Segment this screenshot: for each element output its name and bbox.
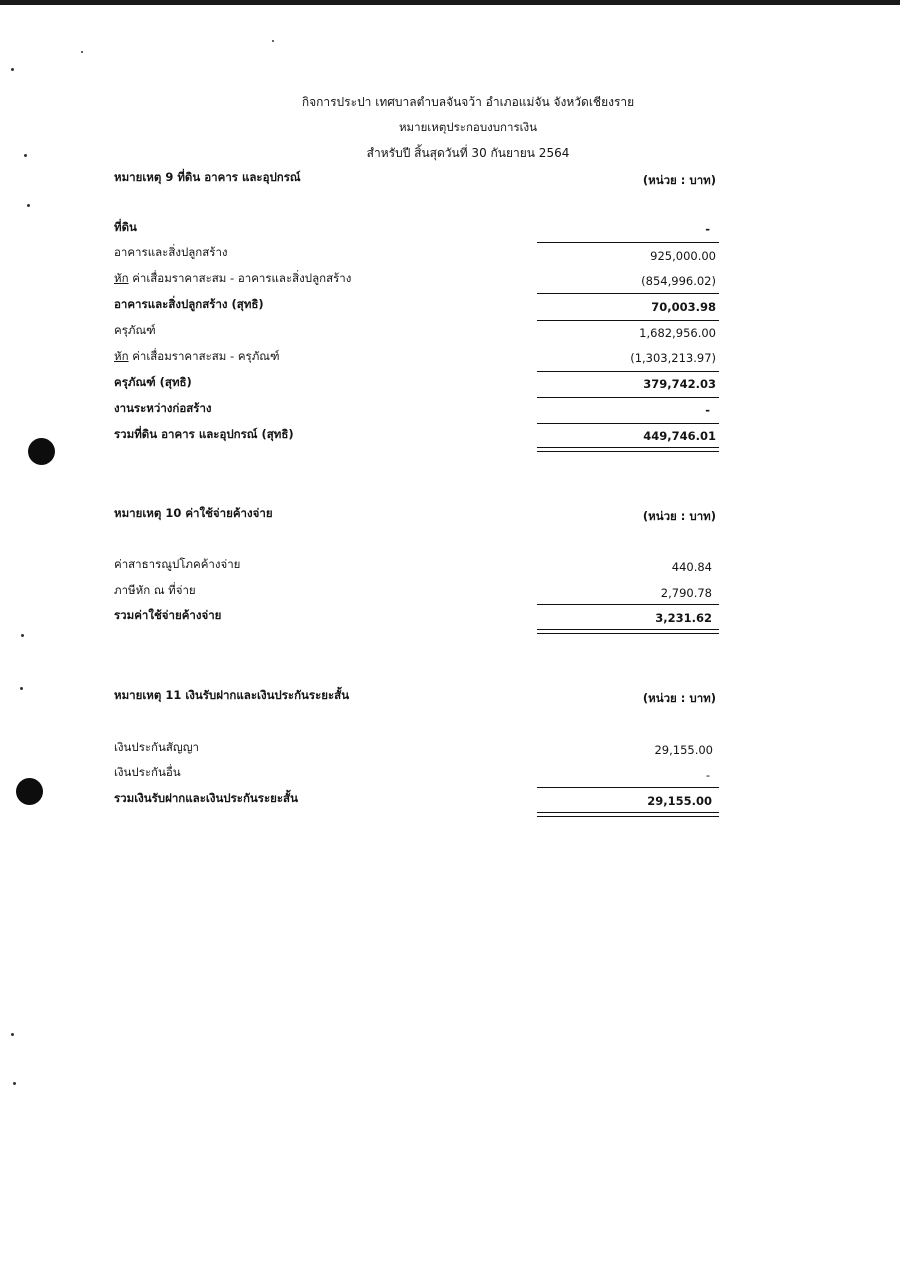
- organization-line: กิจการประปา เทศบาลตำบลจันจว้า อำเภอแม่จัน จังหวัดเชียงราย: [301, 95, 635, 109]
- punch-hole-upper: [28, 438, 55, 465]
- note9-rule: [537, 371, 719, 372]
- scan-speck: [11, 1033, 14, 1036]
- note9-rule: [537, 320, 719, 321]
- note10-total-value: 3,231.62: [655, 611, 712, 625]
- note9-rule: [537, 242, 719, 243]
- note10-wht-label: ภาษีหัก ณ ที่จ่าย: [114, 583, 196, 597]
- note11-title: หมายเหตุ 11 เงินรับฝากและเงินประกันระยะสั้น: [114, 688, 350, 702]
- note10-title: หมายเหตุ 10 ค่าใช้จ่ายค้างจ่าย: [114, 506, 273, 520]
- note9-equipment-label: ครุภัณฑ์: [114, 323, 156, 337]
- scan-speck: [27, 204, 30, 207]
- note9-rule: [537, 397, 719, 398]
- note9-rule: [537, 423, 719, 424]
- scan-speck: [13, 1082, 16, 1085]
- note10-unit: (หน่วย : บาท): [642, 509, 716, 523]
- punch-hole-lower: [16, 778, 43, 805]
- note10-utilities-value: 440.84: [671, 560, 712, 574]
- less-prefix: หัก: [114, 271, 129, 285]
- note9-buildings-net-value: 70,003.98: [651, 300, 716, 314]
- note9-land-value: -: [705, 222, 710, 236]
- note10-total-label: รวมค่าใช้จ่ายค้างจ่าย: [114, 608, 222, 622]
- note9-buildings-net-label: อาคารและสิ่งปลูกสร้าง (สุทธิ): [114, 297, 264, 311]
- scan-speck: [81, 51, 83, 53]
- note9-buildings-dep-label: หัก ค่าเสื่อมราคาสะสม - อาคารและสิ่งปลูกสร้าง: [114, 271, 352, 285]
- note9-wip-value: -: [705, 403, 710, 417]
- less-prefix: หัก: [114, 349, 129, 363]
- note9-equipment-dep-label: หัก ค่าเสื่อมราคาสะสม - ครุภัณฑ์: [114, 349, 280, 363]
- note11-other-value: -: [705, 768, 710, 782]
- note9-total-double-rule: [537, 447, 719, 452]
- note11-contract-label: เงินประกันสัญญา: [114, 740, 199, 754]
- note9-total-label: รวมที่ดิน อาคาร และอุปกรณ์ (สุทธิ): [114, 427, 294, 441]
- note10-utilities-label: ค่าสาธารณูปโภคค้างจ่าย: [114, 557, 241, 571]
- note9-title: หมายเหตุ 9 ที่ดิน อาคาร และอุปกรณ์: [114, 170, 301, 184]
- note11-contract-value: 29,155.00: [654, 743, 713, 757]
- note9-land-label: ที่ดิน: [114, 220, 137, 234]
- note9-equipment-net-value: 379,742.03: [643, 377, 716, 391]
- note9-buildings-value: 925,000.00: [650, 249, 716, 263]
- note10-total-double-rule: [537, 629, 719, 634]
- note11-total-value: 29,155.00: [647, 794, 712, 808]
- note11-rule: [537, 787, 719, 788]
- note9-wip-label: งานระหว่างก่อสร้าง: [114, 401, 212, 415]
- note9-buildings-dep-value: (854,996.02): [641, 274, 716, 288]
- note9-equipment-dep-value: (1,303,213.97): [630, 351, 716, 365]
- note11-unit: (หน่วย : บาท): [642, 691, 716, 705]
- note9-equipment-value: 1,682,956.00: [639, 326, 716, 340]
- note9-rule: [537, 293, 719, 294]
- note9-equipment-net-label: ครุภัณฑ์ (สุทธิ): [114, 375, 192, 389]
- note11-total-double-rule: [537, 812, 719, 817]
- scan-top-edge: [0, 0, 900, 5]
- document-title: หมายเหตุประกอบงบการเงิน: [398, 120, 538, 134]
- note11-total-label: รวมเงินรับฝากและเงินประกันระยะสั้น: [114, 791, 298, 805]
- note10-rule: [537, 604, 719, 605]
- scan-speck: [21, 634, 24, 637]
- period-line: สำหรับปี สิ้นสุดวันที่ 30 กันยายน 2564: [366, 146, 570, 160]
- note9-buildings-label: อาคารและสิ่งปลูกสร้าง: [114, 245, 228, 259]
- scan-speck: [20, 687, 23, 690]
- scan-speck: [272, 40, 274, 42]
- note9-total-value: 449,746.01: [643, 429, 716, 443]
- note11-other-label: เงินประกันอื่น: [114, 765, 181, 779]
- note9-unit: (หน่วย : บาท): [642, 173, 716, 187]
- scan-speck: [11, 68, 14, 71]
- note10-wht-value: 2,790.78: [660, 586, 712, 600]
